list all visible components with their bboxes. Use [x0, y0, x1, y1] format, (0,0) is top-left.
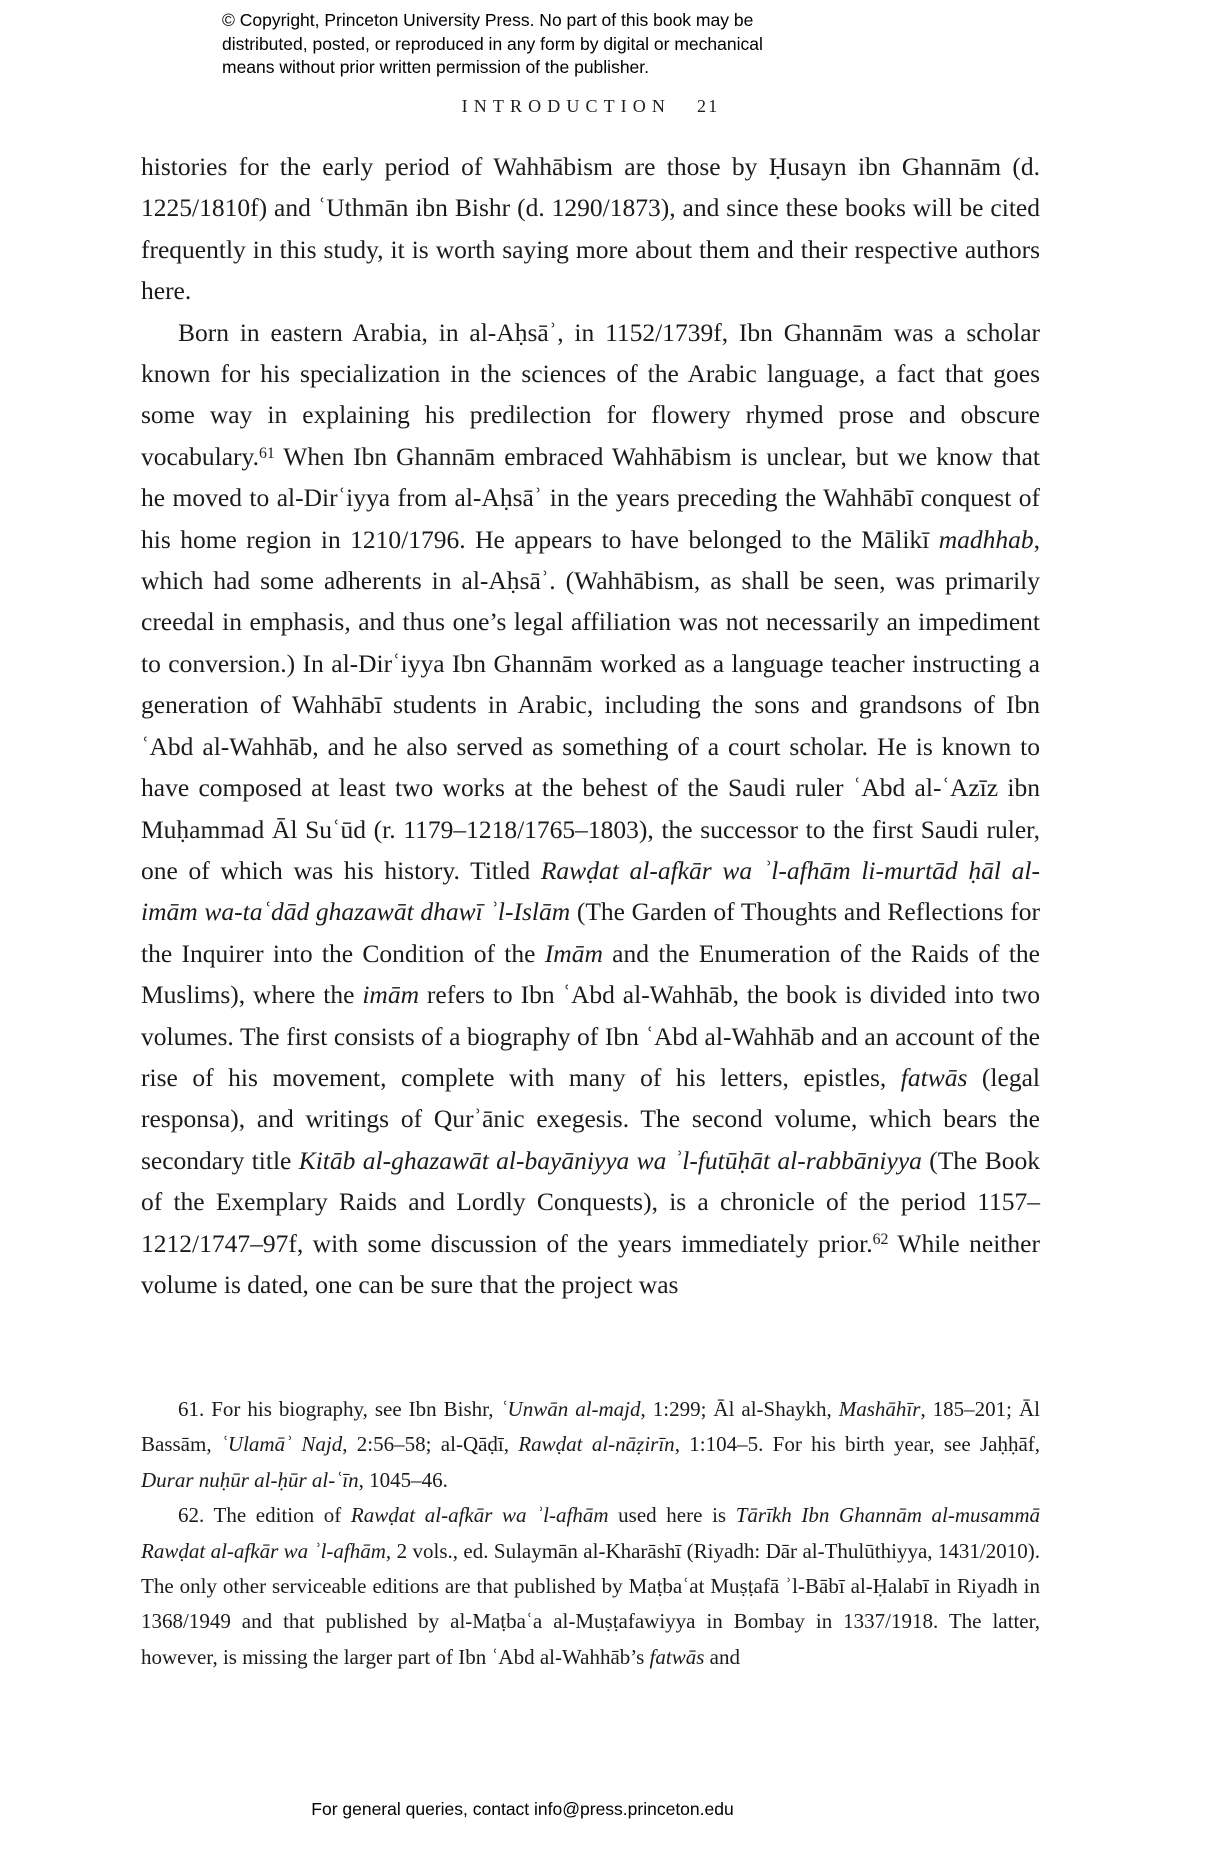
copyright-line: © Copyright, Princeton University Press. No part of this book may be [222, 10, 754, 30]
copyright-line: distributed, posted, or reproduced in any form by digital or mechanical [222, 33, 763, 54]
page-number: 21 [697, 96, 720, 116]
footnote-62: 62. The edition of Rawḍat al-afkār wa ʾl-afhām used here is Tārīkh Ibn Ghannām al-musammā Rawḍat al-afkār wa ʾl-afhām, 2 vols., ed. Sulaymān al-Kharāshī (Riyadh: Dār al-Thulūthiyya, 1431/2010). The only other serviceable editions are that published by Maṭbaʿat Muṣṭafā ʾl-Bābī al-Ḥalabī in Riyadh in 1368/1949 and that published by al-Maṭbaʿa al-Muṣṭafawiyya in Bombay in 1337/1918. The latter, however, is missing the larger part of Ibn ʿAbd al-Wahhāb’s fatwās and [141, 1503, 1041, 1669]
queries-footer [0, 1799, 1045, 1820]
footer-text: For general queries, contact info@press.princeton.edu [311, 1799, 734, 1819]
copyright-line: means without prior written permission of the publisher. [222, 57, 650, 77]
body-text [141, 146, 1040, 1305]
running-head [141, 96, 1040, 117]
footnote-61: 61. For his biography, see Ibn Bishr, ʿUnwān al-majd, 1:299; Āl al-Shaykh, Mashāhīr, 185–201; Āl Bassām, ʿUlamāʾ Najd, 2:56–58; al-Qāḍī, Rawḍat al-nāẓirīn, 1:104–5. For his birth year, see Jaḥḥāf, Durar nuḥūr al-ḥūr al-ʿīn, 1045–46. [141, 1397, 1041, 1492]
body-paragraph: histories for the early period of Wahhābism are those by Ḥusayn ibn Ghannām (d. 1225/1810f) and ʿUthmān ibn Bishr (d. 1290/1873), and since these books will be cited frequently in this study, it is worth saying more about them and their respective authors here. [141, 152, 1040, 306]
body-paragraph: Born in eastern Arabia, in al-Aḥsāʾ, in 1152/1739f, Ibn Ghannām was a scholar known for his specialization in the sciences of the Arabic language, a fact that goes some way in explaining his predilection for flowery rhymed prose and obscure vocabulary.$^{61}$ When Ibn Ghannām embraced Wahhābism is unclear, but we know that he moved to al-Dirʿiyya from al-Aḥsāʾ in the years preceding the Wahhābī conquest of his home region in 1210/1796. He appears to have belonged to the Mālikī madhhab, which had some adherents in al-Aḥsāʾ. (Wahhābism, as shall be seen, was primarily creedal in emphasis, and thus one’s legal affiliation was not necessarily an impediment to conversion.) In al-Dirʿiyya Ibn Ghannām worked as a language teacher instructing a generation of Wahhābī students in Arabic, including the sons and grandsons of Ibn ʿAbd al-Wahhāb, and he also served as something of a court scholar. He is known to have composed at least two works at the behest of the Saudi ruler ʿAbd al-ʿAzīz ibn Muḥammad Āl Suʿūd (r. 1179–1218/1765–1803), the successor to the first Saudi ruler, one of which was his history. Titled Rawḍat al-afkār wa ʾl-afhām li-murtād ḥāl al-imām wa-taʿdād ghazawāt dhawī ʾl-Islām (The Garden of Thoughts and Reflections for the Inquirer into the Condition of the Imām and the Enumeration of the Raids of the Muslims), where the imām refers to Ibn ʿAbd al-Wahhāb, the book is divided into two volumes. The first consists of a biography of Ibn ʿAbd al-Wahhāb and an account of the rise of his movement, complete with many of his letters, epistles, fatwās (legal responsa), and writings of Qurʾānic exegesis. The second volume, which bears the secondary title Kitāb al-ghazawāt al-bayāniyya wa ʾl-futūḥāt al-rabbāniyya (The Book of the Exemplary Raids and Lordly Conquests), is a chronicle of the period 1157–1212/1747–97f, with some discussion of the years immediately prior.$^{62}$ While neither volume is dated, one can be sure that the project was [141, 317, 1041, 1299]
copyright-notice [222, 9, 763, 80]
chapter-title: INTRODUCTION [461, 96, 672, 116]
footnotes [141, 1392, 1040, 1675]
